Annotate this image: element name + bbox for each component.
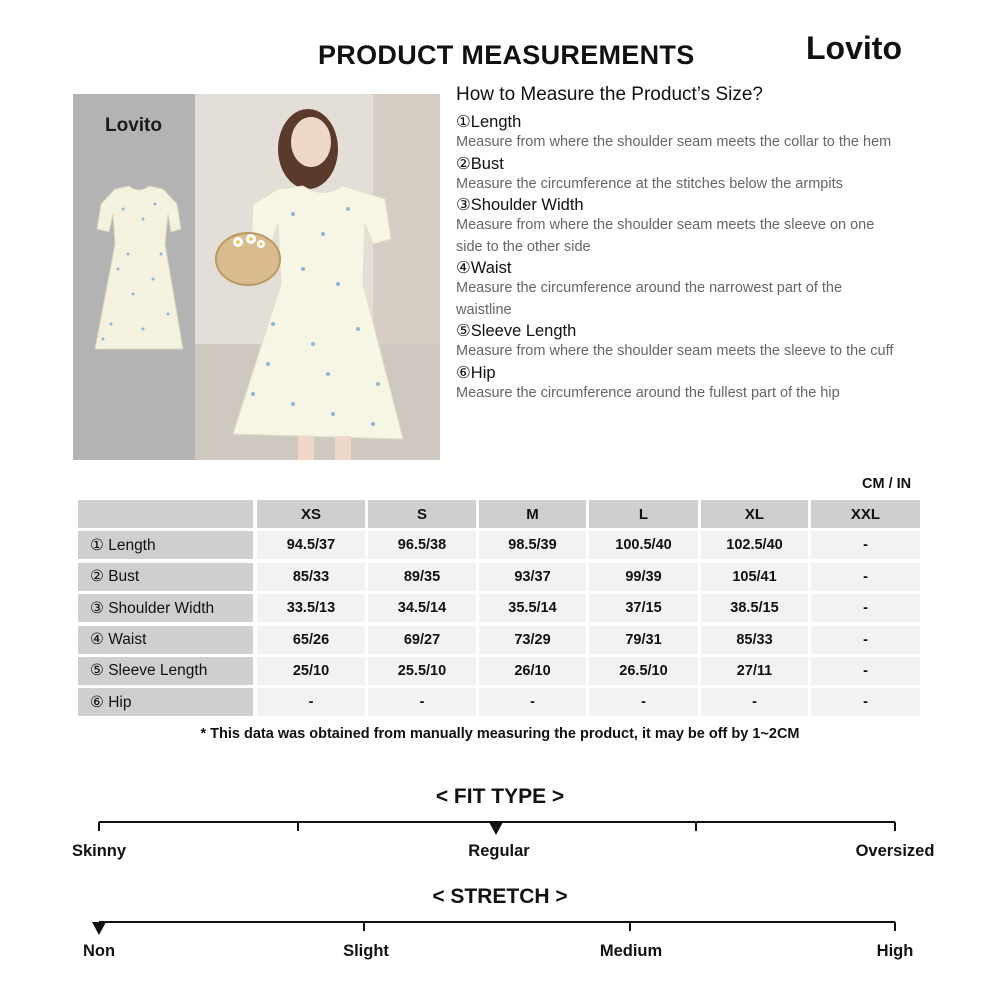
table-cell: 99/39 — [589, 563, 698, 591]
table-cell: 33.5/13 — [257, 594, 365, 622]
table-cell: 94.5/37 — [257, 531, 365, 559]
size-header: XL — [701, 500, 808, 528]
measure-item-name: ③Shoulder Width — [456, 196, 584, 214]
row-label: ⑥ Hip — [78, 688, 253, 716]
fit-type-label: Skinny — [71, 842, 127, 860]
table-cell: 79/31 — [589, 626, 698, 654]
table-cell: 34.5/14 — [368, 594, 476, 622]
size-header: L — [589, 500, 698, 528]
measurement-note: * This data was obtained from manually measuring the product, it may be off by 1~2CM — [200, 726, 800, 742]
table-cell: - — [811, 688, 920, 716]
size-header: XS — [257, 500, 365, 528]
table-cell: 25.5/10 — [368, 657, 476, 685]
table-cell: 85/33 — [701, 626, 808, 654]
brand-logo: Lovito — [806, 30, 902, 66]
stretch-label: Medium — [599, 942, 663, 960]
table-cell: - — [811, 531, 920, 559]
row-label: ④ Waist — [78, 626, 253, 654]
measure-item-desc: Measure the circumference at the stitches below the armpits — [456, 175, 843, 192]
fit-type-label: Oversized — [855, 842, 935, 860]
stretch-label: High — [876, 942, 914, 960]
table-cell: 85/33 — [257, 563, 365, 591]
measure-item-desc: Measure the circumference around the fullest part of the hip — [456, 384, 840, 401]
row-label: ② Bust — [78, 563, 253, 591]
measure-item-name: ④Waist — [456, 259, 512, 277]
measure-item-name: ⑤Sleeve Length — [456, 322, 577, 340]
measure-item-desc: Measure the circumference around the narrowest part of the waistline — [456, 280, 843, 318]
table-cell: 100.5/40 — [589, 531, 698, 559]
table-cell: 38.5/15 — [701, 594, 808, 622]
table-cell: 96.5/38 — [368, 531, 476, 559]
table-cell: - — [368, 688, 476, 716]
table-cell: - — [811, 657, 920, 685]
table-cell: - — [479, 688, 586, 716]
measure-item-desc: Measure from where the shoulder seam meets the sleeve on one side to the other side — [456, 217, 875, 255]
table-cell: 102.5/40 — [701, 531, 808, 559]
stretch-title: < STRETCH > — [432, 885, 568, 908]
table-cell: 35.5/14 — [479, 594, 586, 622]
row-label: ③ Shoulder Width — [78, 594, 253, 622]
photo-brand-logo: Lovito — [105, 115, 162, 136]
table-cell: 98.5/39 — [479, 531, 586, 559]
unit-label: CM / IN — [862, 476, 912, 492]
stretch-marker-icon — [92, 922, 106, 935]
table-cell: 25/10 — [257, 657, 365, 685]
stretch-label: Slight — [343, 942, 389, 960]
table-cell: 105/41 — [701, 563, 808, 591]
table-cell: - — [701, 688, 808, 716]
table-cell: 69/27 — [368, 626, 476, 654]
fit-type-title: < FIT TYPE > — [435, 785, 565, 808]
table-cell: 93/37 — [479, 563, 586, 591]
table-cell: - — [811, 594, 920, 622]
size-header: S — [368, 500, 476, 528]
measure-item-desc: Measure from where the shoulder seam meets the sleeve to the cuff — [456, 343, 894, 359]
row-label: ① Length — [78, 531, 253, 559]
table-cell: 26/10 — [479, 657, 586, 685]
table-cell: 65/26 — [257, 626, 365, 654]
size-header: M — [479, 500, 586, 528]
table-cell: - — [811, 563, 920, 591]
table-cell: - — [589, 688, 698, 716]
table-cell: 26.5/10 — [589, 657, 698, 685]
fit-type-label: Regular — [468, 842, 530, 860]
table-cell: - — [811, 626, 920, 654]
measure-item-desc: Measure from where the shoulder seam meets the collar to the hem — [456, 134, 892, 150]
size-header: XXL — [811, 500, 920, 528]
table-cell: 37/15 — [589, 594, 698, 622]
measure-item-name: ⑥Hip — [456, 363, 496, 382]
measure-guide-title: How to Measure the Product’s Size? — [456, 84, 763, 105]
table-cell: 73/29 — [479, 626, 586, 654]
stretch-label: Non — [82, 942, 116, 960]
table-cell: 89/35 — [368, 563, 476, 591]
measure-item-name: ②Bust — [456, 154, 504, 173]
table-cell: - — [257, 688, 365, 716]
row-label: ⑤ Sleeve Length — [78, 657, 253, 685]
measure-item-name: ①Length — [456, 113, 522, 131]
page-title: PRODUCT MEASUREMENTS — [318, 40, 695, 70]
table-cell: 27/11 — [701, 657, 808, 685]
